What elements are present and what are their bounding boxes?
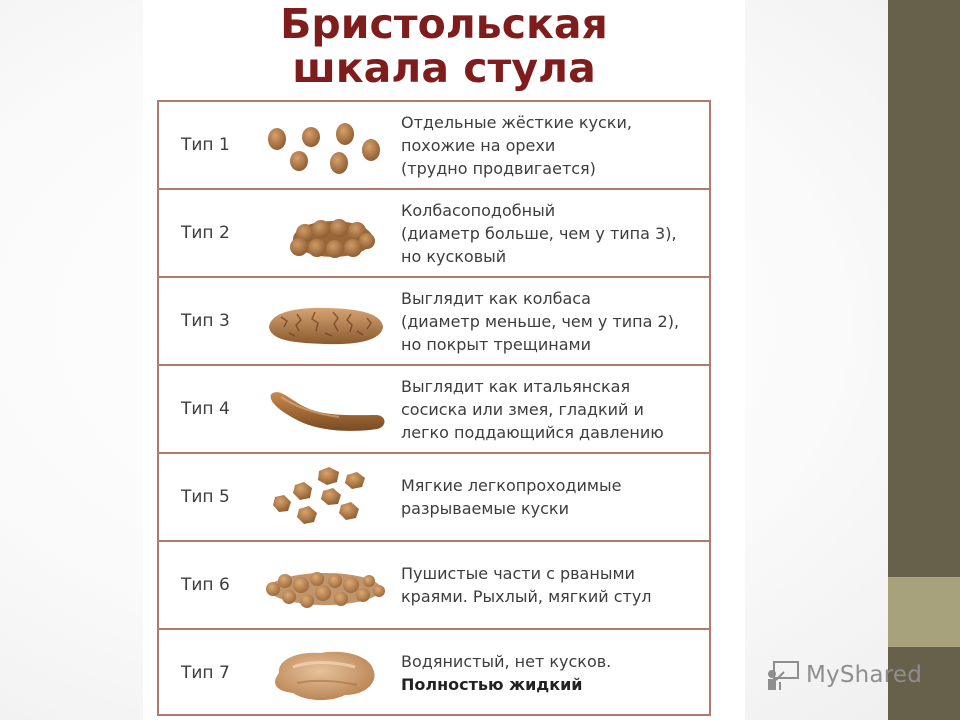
type-4-stool-illustration — [259, 369, 389, 449]
type-description — [401, 102, 721, 188]
description-line: сосиска или змея, гладкий и — [401, 399, 644, 419]
description-line: Пушистые части с рваными — [401, 564, 635, 583]
description-line: но кусковый — [401, 246, 507, 266]
type-description — [401, 454, 721, 540]
bristol-scale-table — [157, 100, 711, 716]
description-line: легко поддающийся давлению — [401, 422, 664, 442]
type-description — [401, 190, 721, 276]
description-line: Колбасоподобный — [401, 200, 556, 220]
description-line: Выглядит как итальянская — [401, 376, 631, 396]
type-1-stool-illustration — [259, 105, 389, 185]
side-bar-accent — [888, 577, 960, 647]
type-label: Тип 1 — [181, 135, 230, 155]
type-label: Тип 6 — [181, 575, 230, 595]
description-line: (диаметр больше, чем у типа 3), — [401, 223, 677, 243]
type-5-stool-illustration — [259, 457, 389, 537]
description-line: Мягкие легкопроходимые — [401, 476, 622, 495]
type-7-stool-illustration — [259, 633, 389, 713]
title-line-1: Бристольская — [280, 0, 608, 48]
type-label: Тип 3 — [181, 311, 230, 331]
type-3-stool-illustration — [259, 281, 389, 361]
myshared-watermark — [766, 655, 936, 695]
type-label: Тип 7 — [181, 663, 230, 683]
description-line: (диаметр меньше, чем у типа 2), — [401, 311, 680, 331]
scale-row-type-2 — [159, 190, 709, 278]
type-label: Тип 2 — [181, 223, 230, 243]
scale-row-type-7 — [159, 630, 709, 718]
description-line: Отдельные жёсткие куски, — [401, 112, 632, 132]
description-line: Водянистый, нет кусков. — [401, 652, 612, 671]
description-line: похожие на орехи — [401, 135, 556, 155]
description-line: Выглядит как колбаса — [401, 288, 591, 308]
teacher-board-icon — [766, 658, 800, 692]
type-description — [401, 366, 721, 452]
description-bold-line: Полностью жидкий — [401, 675, 583, 694]
scale-row-type-5 — [159, 454, 709, 542]
scale-row-type-4 — [159, 366, 709, 454]
description-line: но покрыт трещинами — [401, 334, 591, 354]
scale-row-type-1 — [159, 102, 709, 190]
type-2-stool-illustration — [259, 193, 389, 273]
description-line: разрываемые куски — [401, 499, 569, 518]
type-description — [401, 542, 721, 628]
side-bar — [888, 0, 960, 720]
watermark-text: MyShared — [806, 662, 923, 688]
description-line: краями. Рыхлый, мягкий стул — [401, 587, 652, 606]
type-6-stool-illustration — [259, 545, 389, 625]
scale-row-type-6 — [159, 542, 709, 630]
scale-row-type-3 — [159, 278, 709, 366]
type-label: Тип 4 — [181, 399, 230, 419]
type-description — [401, 278, 721, 364]
title-line-2: шкала стула — [292, 44, 596, 92]
type-label: Тип 5 — [181, 487, 230, 507]
type-description — [401, 630, 721, 716]
description-line: (трудно продвигается) — [401, 158, 596, 178]
